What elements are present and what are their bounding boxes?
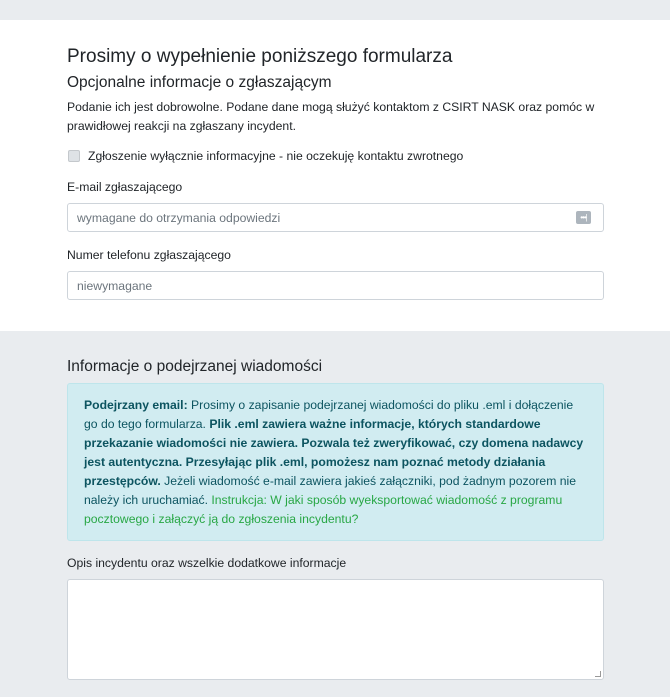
- info-only-checkbox-label[interactable]: Zgłoszenie wyłącznie informacyjne - nie oczekuję kontaktu zwrotnego: [88, 149, 464, 163]
- password-manager-icon[interactable]: •••|: [576, 211, 591, 224]
- message-heading: Informacje o podejrzanej wiadomości: [67, 358, 323, 375]
- export-instructions-link[interactable]: Instrukcja: W jaki sposób wyeksportować wiadomość z programu pocztowego i załączyć ją do zgłoszenia incydentu?: [84, 493, 563, 526]
- top-strip: [0, 0, 670, 20]
- page-title: Prosimy o wypełnienie poniższego formularza: [67, 46, 453, 67]
- description-textarea[interactable]: [67, 579, 604, 680]
- phone-placeholder: niewymagane: [77, 278, 153, 293]
- reporter-section: [0, 20, 670, 331]
- email-field[interactable]: [67, 203, 604, 232]
- message-section: [0, 331, 670, 680]
- alert-bold-2: Plik .eml zawiera ważne informacje, których standardowe przekazanie wiadomości nie zawiera. Pozwala też zweryfikować, czy domena nadawcy jest autentyczna. Przesyłając plik .eml, pomożesz nam poznać metody działania przestępców.: [84, 417, 584, 488]
- phone-label: Numer telefonu zgłaszającego: [67, 248, 231, 262]
- info-only-checkbox-row[interactable]: [67, 148, 603, 164]
- eml-info-alert: [67, 383, 604, 541]
- reporter-heading: Opcjonalne informacje o zgłaszającym: [67, 74, 332, 91]
- description-label: Opis incydentu oraz wszelkie dodatkowe informacje: [67, 556, 347, 570]
- phone-field[interactable]: [67, 271, 604, 300]
- reporter-description: Podanie ich jest dobrowolne. Podane dane mogą służyć kontaktom z CSIRT NASK oraz pomóc w prawidłowej reakcji na zgłaszany incydent.: [67, 100, 595, 133]
- alert-lead: Podejrzany email:: [84, 398, 188, 412]
- email-label: E-mail zgłaszającego: [67, 180, 183, 194]
- email-placeholder: wymagane do otrzymania odpowiedzi: [77, 210, 281, 225]
- alert-text-1: Prosimy o zapisanie podejrzanej wiadomości do pliku .eml i dołączenie go do tego formularza.: [84, 398, 574, 431]
- resize-handle-icon[interactable]: [595, 671, 601, 677]
- info-only-checkbox[interactable]: [68, 150, 80, 162]
- alert-text-2: Jeżeli wiadomość e-mail zawiera jakieś załączniki, pod żadnym pozorem nie należy ich uruchamiać.: [84, 474, 576, 507]
